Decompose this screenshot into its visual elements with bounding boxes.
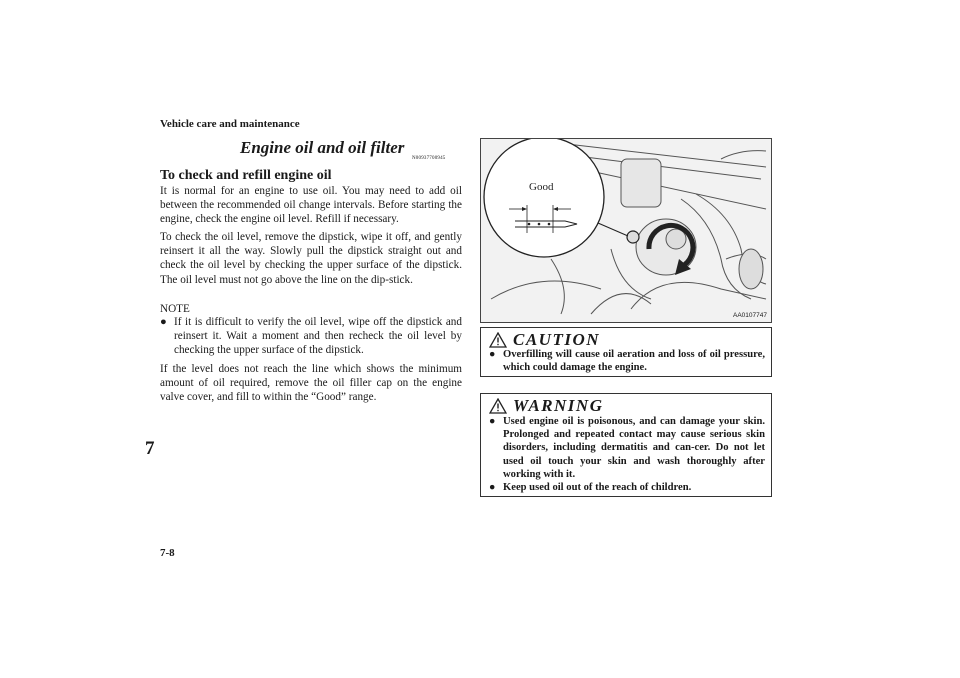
note-item-text: If it is difficult to verify the oil level, wipe off the dipstick and reinsert it. Wait a moment and then recheck the oil level by checking the upper surface of the dipstick. (174, 316, 462, 357)
engine-oil-dipstick-illustration (480, 138, 772, 323)
section-code: N00937700945 (412, 156, 446, 161)
running-header: Vehicle care and maintenance (160, 118, 300, 130)
paragraph-check-level: To check the oil level, remove the dipstick, wipe it off, and gently reinsert it all the way. Slowly pull the dipstick straight out and check the oil level by checking the upper surface of the dipstick. The oil level must not go above the line on the dip-stick. (160, 231, 462, 286)
note-item (160, 315, 462, 358)
bullet-icon: ● (489, 416, 496, 427)
caution-item (489, 348, 765, 374)
caution-title: CAUTION (513, 330, 601, 349)
caution-box (480, 327, 772, 377)
bullet-icon: ● (160, 316, 167, 328)
bullet-icon: ● (489, 349, 496, 360)
note-label: NOTE (160, 303, 190, 315)
subheading: To check and refill engine oil (160, 168, 332, 183)
caution-item-text: Overfilling will cause oil aeration and loss of oil pressure, which could damage the engine. (503, 349, 765, 374)
paragraph-intro: It is normal for an engine to use oil. You may need to add oil between the recommended oil change intervals. Before starting the engine, check the engine oil level. Refill if necessary. (160, 185, 462, 226)
bullet-icon: ● (489, 482, 496, 493)
caution-header (489, 330, 600, 350)
warning-title: WARNING (513, 396, 604, 415)
page-number: 7-8 (160, 547, 175, 559)
section-title: Engine oil and oil filter (240, 138, 405, 157)
warning-item-text: Keep used oil out of the reach of children. (503, 482, 692, 493)
warning-item-text: Used engine oil is poisonous, and can damage your skin. Prolonged and repeated contact may cause serious skin disorders, including dermatitis and can-cer. Do not let used oil touch your skin and wash thoroughly after working with it. (503, 416, 765, 480)
paragraph-refill: If the level does not reach the line which shows the minimum amount of oil required, remove the oil filler cap on the engine valve cover, and fill to within the “Good” range. (160, 363, 462, 404)
warning-header (489, 396, 603, 416)
engine-bay-drawing (481, 139, 771, 322)
warning-item (489, 481, 765, 494)
callout-good-label: Good (529, 181, 554, 193)
warning-item (489, 415, 765, 481)
warning-box (480, 393, 772, 497)
warning-triangle-icon (489, 398, 507, 414)
figure-code: AA0107747 (733, 312, 767, 319)
chapter-number: 7 (145, 438, 155, 459)
warning-triangle-icon (489, 332, 507, 348)
